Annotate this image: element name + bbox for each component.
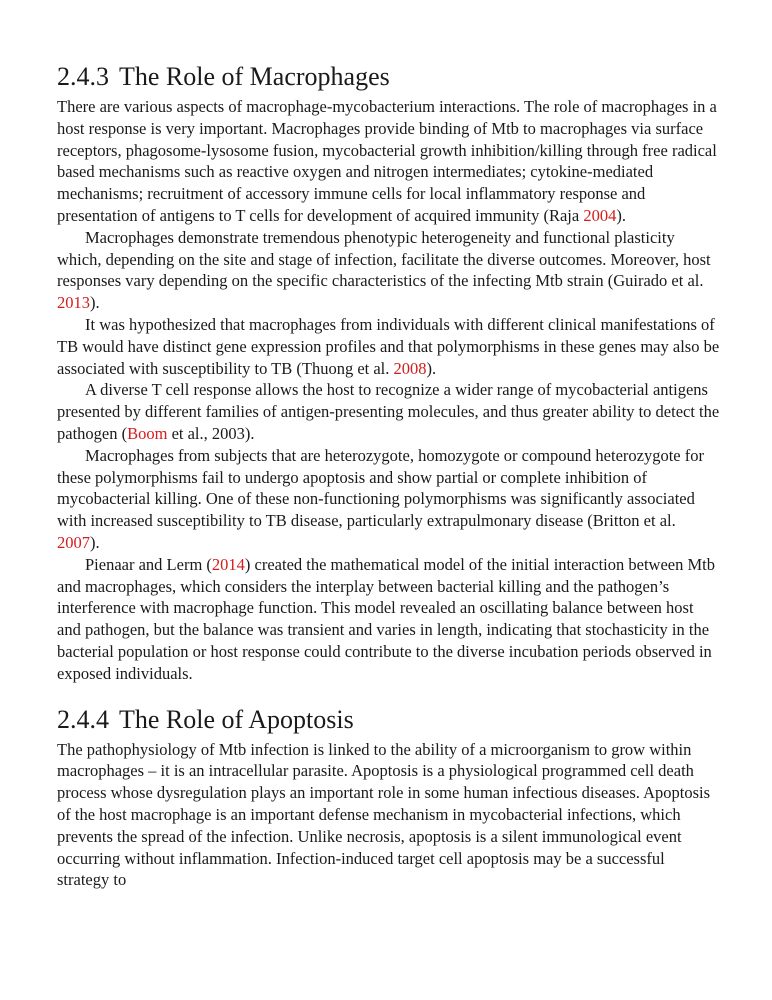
paragraph-text: Macrophages demonstrate tremendous phenotypic heterogeneity and functional plasticity which, depending on the site and stage of infection, facilitate the diverse outcomes. Moreover, host responses vary depending on the specific characteristics of the infecting Mtb strain (Guirado et al. <box>57 227 711 291</box>
paragraph <box>57 445 720 554</box>
paragraph-text: ). <box>616 205 626 225</box>
paragraph-text: ). <box>426 358 437 378</box>
section-title: The Role of Macrophages <box>119 62 390 91</box>
section-body-apoptosis <box>57 739 720 892</box>
paragraph <box>57 314 720 379</box>
section-heading-macrophages <box>57 60 720 94</box>
section-body-macrophages <box>57 96 720 685</box>
paragraph <box>57 739 720 892</box>
paragraph <box>57 379 720 444</box>
paragraph-text: et al., 2003). <box>167 423 255 443</box>
paragraph <box>57 554 720 685</box>
paragraph <box>57 96 720 227</box>
paragraph-text: The pathophysiology of Mtb infection is linked to the ability of a microorganism to grow within macrophages – it is an intracellular parasite. Apoptosis is a physiological programmed cell death process whose dysregulation plays an important role in some human infectious diseases. Apoptosis of the host macrophage is an important defense mechanism in mycobacterial infections, which prevents the spread of the infection. Unlike necrosis, apoptosis is a silent immunological event occurring without inflammation. Infection-induced target cell apoptosis may be a successful strategy to <box>57 739 711 890</box>
citation-link[interactable]: 2013 <box>57 293 90 313</box>
citation-link[interactable]: 2004 <box>583 205 617 225</box>
section-title: The Role of Apoptosis <box>119 704 354 734</box>
paragraph-text: ). <box>90 532 100 552</box>
citation-link[interactable]: 2007 <box>57 532 90 552</box>
paragraph-text: There are various aspects of macrophage-mycobacterium interactions. The role of macrophages in a host response is very important. Macrophages provide binding of Mtb to macrophages via surface receptors, phagosome-lysosome fusion, mycobacterial growth inhibition/killing through free radical based mechanisms such as reactive oxygen and nitrogen intermediates; cytokine-mediated mechanisms; recruitment of accessory immune cells for local inflammatory response and presentation of antigens to T cells for development of acquired immunity (Raja <box>57 97 717 225</box>
paragraph-text: A diverse T cell response allows the host to recognize a wider range of mycobacterial antigens presented by different families of antigen-presenting molecules, and thus greater ability to detect the pathogen ( <box>57 380 720 443</box>
section-number: 2.4.4 <box>57 704 109 734</box>
paragraph <box>57 227 720 314</box>
paragraph-text: ) created the mathematical model of the initial interaction between Mtb and macrophages, which considers the interplay between bacterial killing and the pathogen’s interference with macrophage function. This model revealed an oscillating balance between host and pathogen, but the balance was transient and varies in length, indicating that stochasticity in the bacterial population or host response could contribute to the diverse incubation periods observed in exposed individuals. <box>57 554 715 683</box>
paragraph-text: Pienaar and Lerm ( <box>85 554 212 574</box>
paragraph-text: ). <box>90 293 100 313</box>
citation-link[interactable]: 2014 <box>211 554 245 574</box>
section-number: 2.4.3 <box>57 62 109 91</box>
paragraph-text: Macrophages from subjects that are heterozygote, homozygote or compound heterozygote for these polymorphisms fail to undergo apoptosis and show partial or complete inhibition of mycobacterial killing. One of these non-functioning polymorphisms was significantly associated with increased susceptibility to TB disease, particularly extrapulmonary disease (Britton et al. <box>57 445 704 531</box>
citation-link[interactable]: 2008 <box>393 358 427 378</box>
paragraph-text: It was hypothesized that macrophages from individuals with different clinical manifestations of TB would have distinct gene expression profiles and that polymorphisms in these genes may also be associated with susceptibility to TB (Thuong et al. <box>57 314 720 378</box>
section-heading-apoptosis <box>57 703 720 737</box>
citation-link[interactable]: Boom <box>127 423 168 443</box>
